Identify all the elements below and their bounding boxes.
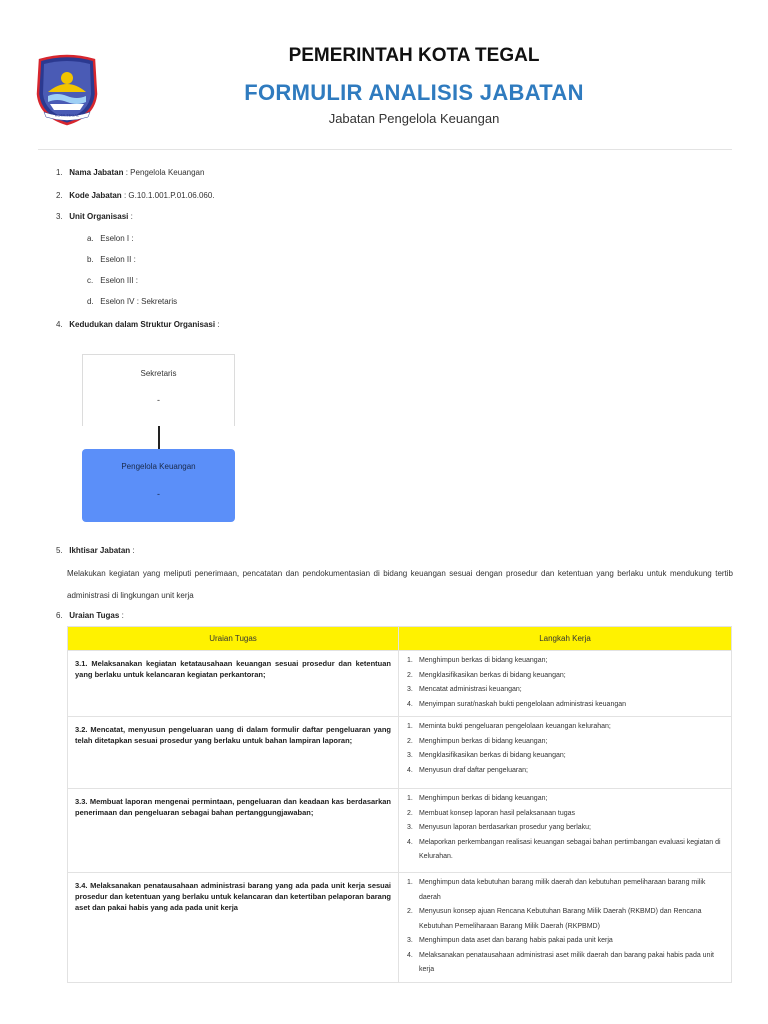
field-value: : G.10.1.001.P.01.06.060. <box>123 191 215 200</box>
field-number: 6. <box>56 611 63 620</box>
org-parent-label: Sekretaris <box>140 369 177 378</box>
field-value: : <box>132 546 135 555</box>
eselon-letter: c. <box>87 276 94 285</box>
field-value: : <box>130 212 133 221</box>
table-row <box>68 717 732 789</box>
task-table <box>67 626 732 983</box>
eselon-item <box>87 234 134 243</box>
form-subtitle: Jabatan Pengelola Keuangan <box>328 111 500 126</box>
steps-list <box>407 720 725 778</box>
field-number: 4. <box>56 320 63 329</box>
field-label: Unit Organisasi <box>69 212 129 221</box>
eselon-item <box>87 255 136 264</box>
step-item: 1. Meminta bukti pengeluaran pengelolaan keuangan kelurahan; <box>407 723 611 730</box>
steps-cell <box>399 717 732 789</box>
step-item: 2. Membuat konsep laporan hasil pelaksanaan tugas <box>407 809 576 817</box>
field-nama-jabatan <box>56 168 204 177</box>
step-item: 1. Menghimpun data kebutuhan barang milik daerah dan kebutuhan pemeliharaan barang milik daerah <box>407 879 706 901</box>
field-label: Uraian Tugas <box>69 611 120 620</box>
table-row <box>68 651 732 717</box>
field-uraian-tugas <box>56 611 124 620</box>
eselon-text: Eselon I : <box>100 234 134 243</box>
step-item: 2. Menghimpun berkas di bidang keuangan; <box>407 737 548 745</box>
field-value: : Pengelola Keuangan <box>125 168 205 177</box>
field-kedudukan <box>56 320 220 329</box>
table-header-row <box>68 627 732 651</box>
step-item: 4. Melaksanakan penatausahaan administrasi aset milik daerah dan barang pakai habis pada unit kerja <box>407 951 714 973</box>
steps-list <box>407 654 725 712</box>
step-item: 1. Menghimpun berkas di bidang keuangan; <box>407 795 548 802</box>
field-kode-jabatan <box>56 191 215 200</box>
eselon-text: Eselon II : <box>100 255 136 264</box>
task-cell: 3.4. Melaksanakan penatausahaan administrasi barang yang ada pada unit kerja sesuai prosedur dan ketentuan yang berlaku untuk kelancaran dan ketertiban pelaporan barang aset dan pakai habis yang ada pada unit kerja <box>68 873 399 983</box>
steps-cell <box>399 651 732 717</box>
eselon-item <box>87 297 177 306</box>
field-unit-organisasi <box>56 212 133 221</box>
task-cell: 3.1. Melaksanakan kegiatan ketatausahaan keuangan sesuai prosedur dan ketentuan yang berlaku untuk kelancaran kegiatan perkantoran; <box>68 651 399 717</box>
ikhtisar-text: Melakukan kegiatan yang meliputi penerimaan, pencatatan dan pendokumentasian di bidang keuangan sesuai dengan prosedur dan ketentuan yang berlaku untuk mendukung tertib administrasi di lingkungan unit kerja <box>67 569 733 600</box>
org-chart-child-box <box>82 449 235 522</box>
field-number: 2. <box>56 191 63 200</box>
eselon-letter: a. <box>87 234 94 243</box>
field-value: : <box>121 611 124 620</box>
task-cell: 3.3. Membuat laporan mengenai permintaan, pengeluaran dan keadaan kas berdasarkan penerimaan dan pengeluaran sebagai bahan pertanggungjawaban; <box>68 789 399 873</box>
step-item: 4. Menyimpan surat/naskah bukti pengelolaan administrasi keuangan <box>407 700 627 708</box>
eselon-text: Eselon IV : Sekretaris <box>100 297 178 306</box>
step-item: 3. Menghimpun data aset dan barang habis pakai pada unit kerja <box>407 937 613 944</box>
step-item: 4. Melaporkan perkembangan realisasi keuangan sebagai bahan pertimbangan evaluasi kegiatan di Kelurahan. <box>407 838 721 860</box>
eselon-text: Eselon III : <box>100 276 139 285</box>
field-label: Ikhtisar Jabatan <box>69 546 131 555</box>
steps-list <box>407 792 725 865</box>
step-item: 3. Mengklasifikasikan berkas di bidang keuangan; <box>407 752 566 759</box>
steps-list <box>407 876 725 978</box>
table-row <box>68 873 732 983</box>
step-item: 2. Menyusun konsep ajuan Rencana Kebutuhan Barang Milik Daerah (RKBMD) dan Rencana Kebutuhan Pemeliharaan Barang Milik Daerah (RKPBMD) <box>407 908 702 930</box>
eselon-letter: b. <box>87 255 94 264</box>
org-parent-value: - <box>157 395 160 405</box>
field-number: 3. <box>56 212 63 221</box>
step-item: 2. Mengklasifikasikan berkas di bidang keuangan; <box>407 671 566 679</box>
field-label: Kedudukan dalam Struktur Organisasi <box>69 320 216 329</box>
step-item: 3. Menyusun laporan berdasarkan prosedur yang berlaku; <box>407 824 591 831</box>
step-item: 4. Menyusun draf daftar pengeluaran; <box>407 766 528 774</box>
field-value: : <box>217 320 220 329</box>
org-child-value: - <box>157 489 160 499</box>
field-ikhtisar <box>56 546 135 555</box>
organization-name: PEMERINTAH KOTA TEGAL <box>288 45 540 66</box>
document-header <box>0 0 768 150</box>
eselon-item <box>87 276 138 285</box>
org-chart-parent-box <box>82 354 235 426</box>
column-header-uraian-tugas: Uraian Tugas <box>68 627 399 651</box>
steps-cell <box>399 789 732 873</box>
header-divider <box>38 149 732 150</box>
column-header-langkah-kerja: Langkah Kerja <box>399 627 732 651</box>
step-item: 3. Mencatat administrasi keuangan; <box>407 686 522 693</box>
field-number: 5. <box>56 546 63 555</box>
task-cell: 3.2. Mencatat, menyusun pengeluaran uang di dalam formulir daftar pengeluaran yang telah ditetapkan sesuai prosedur yang berlaku untuk bahan lampiran laporan; <box>68 717 399 789</box>
field-number: 1. <box>56 168 63 177</box>
logo-banner-text: KOTA TEGAL <box>54 112 80 118</box>
form-title: FORMULIR ANALISIS JABATAN <box>244 80 584 105</box>
table-row <box>68 789 732 873</box>
field-label: Kode Jabatan <box>69 191 122 200</box>
field-label: Nama Jabatan <box>69 168 124 177</box>
steps-cell <box>399 873 732 983</box>
eselon-letter: d. <box>87 297 94 306</box>
org-child-label: Pengelola Keuangan <box>121 462 196 471</box>
step-item: 1. Menghimpun berkas di bidang keuangan; <box>407 657 548 664</box>
org-chart-connector <box>158 426 160 450</box>
